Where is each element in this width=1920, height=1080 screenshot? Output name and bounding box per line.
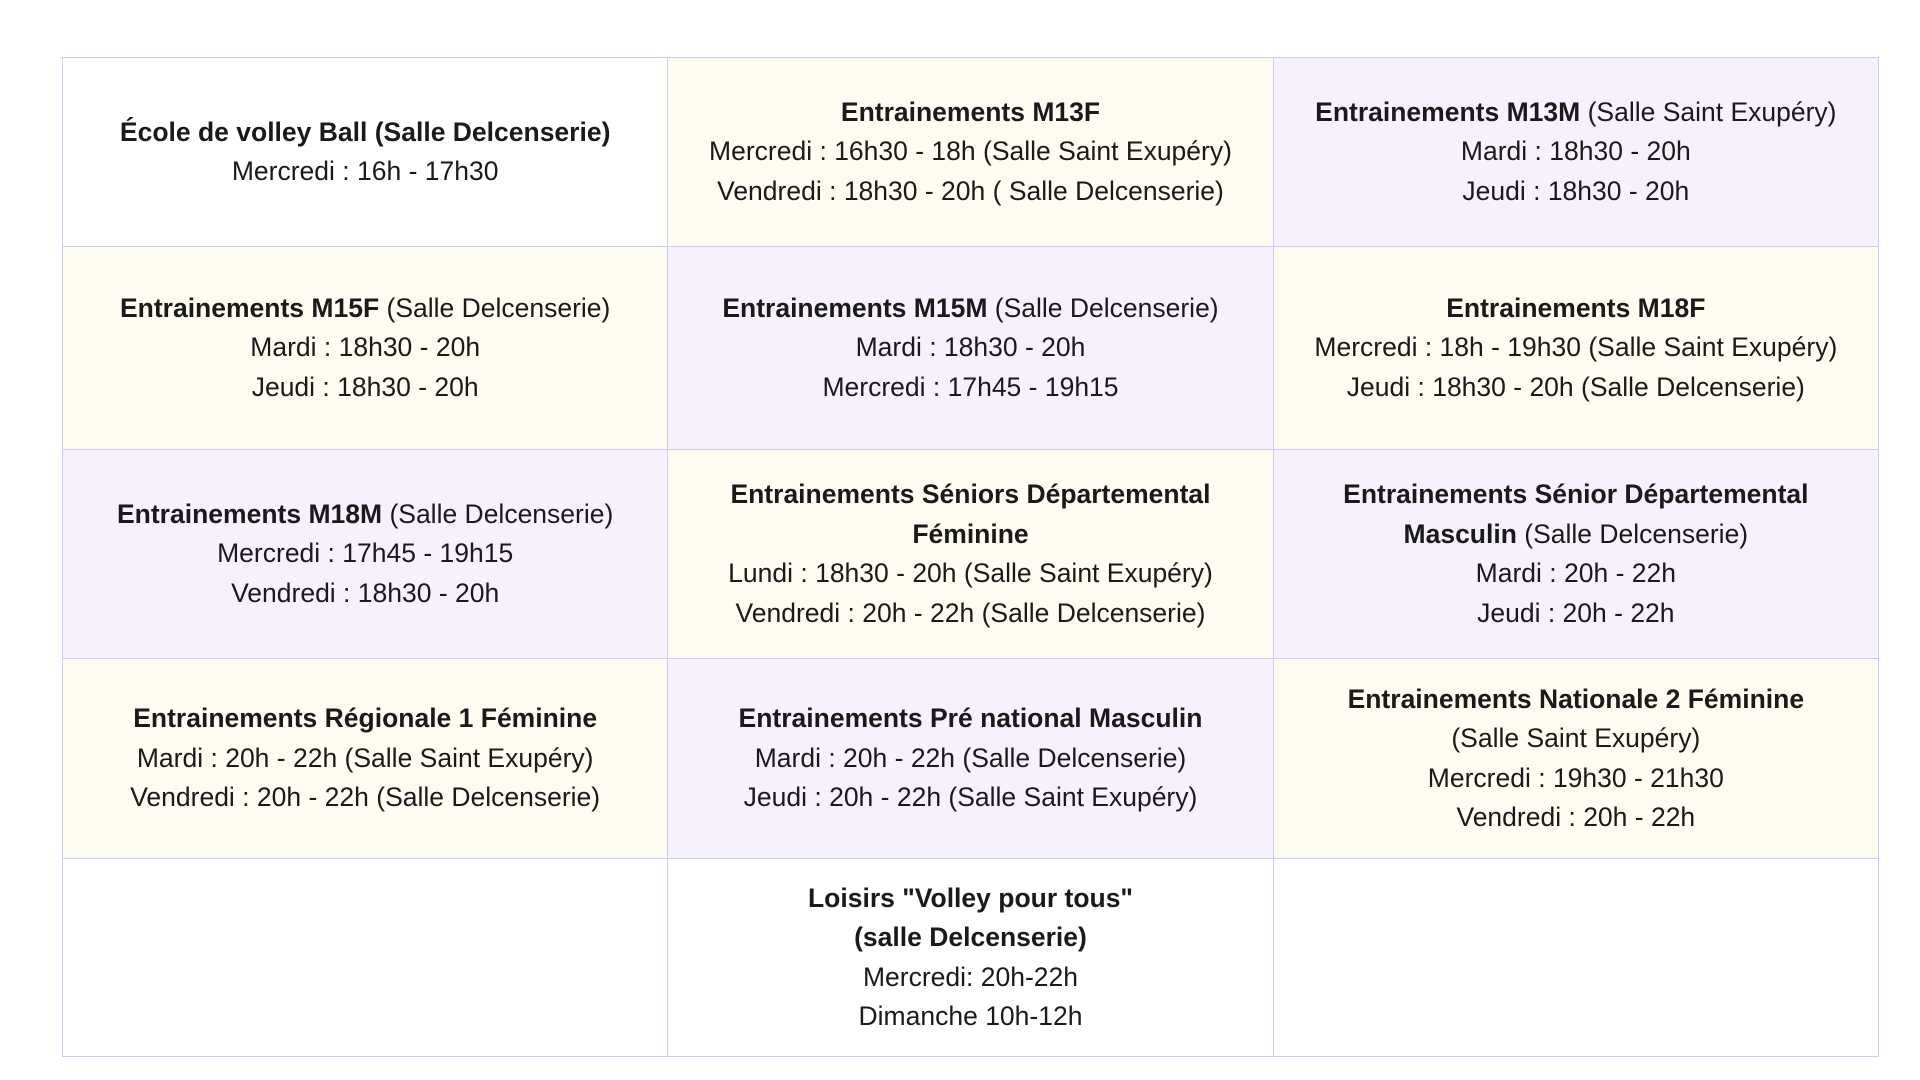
schedule-line: Mardi : 18h30 - 20h (855, 332, 1086, 363)
schedule-line: Mercredi : 19h30 - 21h30 (1427, 762, 1724, 793)
schedule-line: Lundi : 18h30 - 20h (Salle Saint Exupéry) (728, 558, 1213, 588)
cell-title: Entrainements Régionale 1 Féminine (133, 703, 598, 734)
cell-nationale-2-feminine (1273, 659, 1878, 859)
schedule-line: Vendredi : 20h - 22h (Salle Delcenserie) (130, 782, 601, 813)
cell-senior-departemental-masculin (1273, 450, 1878, 659)
cell-pre-national-masculin (668, 659, 1273, 859)
schedule-line: Mercredi : 17h45 - 19h15 (822, 371, 1119, 402)
cell-title-line (73, 289, 657, 329)
cell-m13m (1273, 58, 1878, 247)
cell-title-continued: (salle Delcenserie) (854, 922, 1087, 952)
schedule-line: Jeudi : 20h - 22h (Salle Saint Exupéry) (743, 782, 1198, 813)
cell-loisirs (668, 859, 1273, 1057)
cell-title-suffix: (Salle Delcenserie) (382, 498, 614, 529)
cell-title: Entrainements M18F (1446, 292, 1706, 323)
schedule-line: Mercredi: 20h-22h (862, 961, 1079, 992)
cell-title: Entrainements Nationale 2 Féminine (1347, 683, 1805, 714)
cell-title-continued: Féminine (912, 518, 1029, 549)
schedule-row (63, 450, 1879, 659)
schedule-line: Vendredi : 20h - 22h (1456, 802, 1696, 832)
cell-title-suffix: (Salle Delcenserie) (1516, 518, 1749, 549)
cell-title-line (1284, 515, 1868, 555)
schedule-row (63, 247, 1879, 450)
schedule-row (63, 659, 1879, 859)
cell-seniors-departemental-feminine (668, 450, 1273, 659)
schedule-line: Jeudi : 18h30 - 20h (251, 371, 479, 402)
cell-title: Entrainements M15F (119, 292, 380, 323)
empty-cell (63, 859, 668, 1057)
cell-title: Loisirs "Volley pour tous" (807, 882, 1133, 913)
cell-ecole-volley (63, 58, 668, 247)
schedule-line: (Salle Saint Exupéry) (1451, 723, 1701, 753)
schedule-line: Mercredi : 17h45 - 19h15 (217, 538, 514, 569)
schedule-line: Vendredi : 18h30 - 20h (231, 577, 500, 608)
cell-title: Entrainements Pré national Masculin (738, 703, 1203, 734)
schedule-line: Mardi : 20h - 22h (Salle Saint Exupéry) (136, 742, 594, 773)
cell-title-line (73, 495, 657, 535)
schedule-line: Vendredi : 18h30 - 20h ( Salle Delcenserie) (717, 175, 1224, 206)
cell-title: Entrainements M13M (1315, 96, 1581, 127)
schedule-line: Mardi : 20h - 22h (Salle Delcenserie) (754, 742, 1187, 773)
cell-title-continued: Masculin (1403, 518, 1517, 549)
cell-title-suffix: (Salle Saint Exupéry) (1580, 96, 1837, 127)
cell-m18m (63, 450, 668, 659)
cell-title: Entrainements M15M (722, 292, 988, 323)
cell-title: École de volley Ball (Salle Delcenserie) (119, 116, 611, 147)
schedule-line: Jeudi : 18h30 - 20h (1462, 175, 1690, 206)
cell-title-line (1284, 93, 1868, 133)
cell-title-suffix: (Salle Delcenserie) (379, 292, 611, 323)
schedule-line: Mercredi : 16h30 - 18h (Salle Saint Exupéry) (709, 136, 1232, 167)
cell-title: Entrainements Sénior Départemental (1343, 479, 1809, 509)
cell-title-line (678, 289, 1262, 329)
schedule-line: Mardi : 18h30 - 20h (1460, 136, 1691, 167)
schedule-row (63, 58, 1879, 247)
cell-m15f (63, 247, 668, 450)
schedule-line: Mardi : 20h - 22h (1475, 558, 1676, 588)
cell-title: Entrainements M18M (117, 498, 383, 529)
cell-title: Entrainements Séniors Départemental (730, 479, 1211, 509)
cell-m15m (668, 247, 1273, 450)
schedule-line: Vendredi : 20h - 22h (Salle Delcenserie) (735, 597, 1206, 628)
schedule-line: Jeudi : 20h - 22h (1477, 597, 1675, 628)
schedule-line: Dimanche 10h-12h (858, 1001, 1083, 1031)
empty-cell (1273, 859, 1878, 1057)
cell-regionale-1-feminine (63, 659, 668, 859)
schedule-line: Mercredi : 16h - 17h30 (231, 156, 499, 186)
schedule-row (63, 859, 1879, 1057)
cell-title-suffix: (Salle Delcenserie) (987, 292, 1219, 323)
training-schedule-table (62, 57, 1879, 1057)
schedule-line: Jeudi : 18h30 - 20h (Salle Delcenserie) (1346, 371, 1805, 402)
schedule-line: Mardi : 18h30 - 20h (250, 332, 481, 363)
schedule-line: Mercredi : 18h - 19h30 (Salle Saint Exupéry) (1314, 332, 1838, 363)
cell-title: Entrainements M13F (840, 96, 1101, 127)
cell-m13f (668, 58, 1273, 247)
cell-m18f (1273, 247, 1878, 450)
